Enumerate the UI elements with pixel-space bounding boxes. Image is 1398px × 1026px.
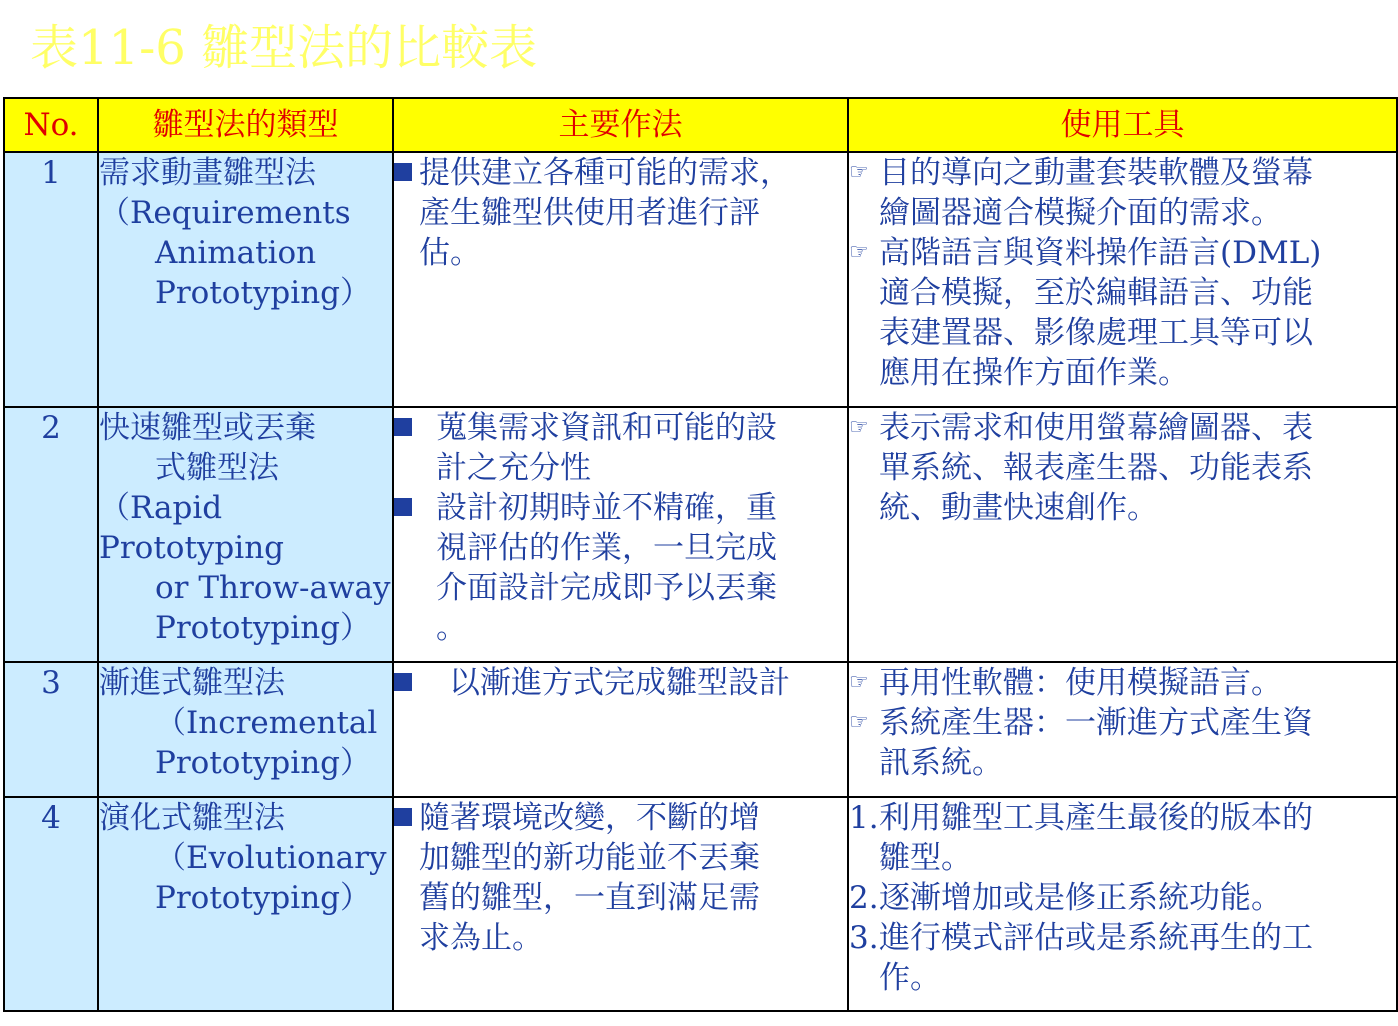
method-line: 舊的雛型，一直到滿足需 — [419, 880, 760, 916]
method-line: 產生雛型供使用者進行評 — [419, 195, 760, 231]
row-number: 4 — [4, 797, 98, 1011]
tool-line: 再用性軟體：使用模擬語言。 — [879, 665, 1282, 701]
tool-numbered-item — [849, 878, 1396, 918]
method-line: 隨著環境改變，不斷的增 — [419, 800, 760, 836]
header-no: No. — [4, 98, 98, 152]
prototype-type-cell — [98, 407, 393, 662]
method-line: 蒐集需求資訊和可能的設 — [436, 410, 777, 446]
type-line: 需求動畫雛型法 — [99, 155, 316, 191]
tool-bullet — [849, 153, 1396, 233]
type-line: （Requirements — [99, 195, 351, 231]
square-bullet-icon — [394, 673, 412, 691]
type-line: Prototyping） — [155, 275, 372, 311]
header-tool: 使用工具 — [848, 98, 1397, 152]
tool-cell — [848, 152, 1397, 407]
method-bullet — [394, 663, 847, 703]
tool-bullet — [849, 703, 1396, 783]
type-line: （Incremental — [155, 705, 378, 741]
tool-line: 適合模擬，至於編輯語言、功能 — [879, 275, 1313, 311]
tool-line: 單系統、報表產生器、功能表系 — [879, 450, 1313, 486]
method-line: 以漸進方式完成雛型設計 — [449, 665, 790, 701]
type-line: （Rapid Prototyping — [99, 490, 285, 566]
tool-numbered-item — [849, 918, 1396, 998]
method-line: 估。 — [419, 235, 481, 271]
row-number: 2 — [4, 407, 98, 662]
tool-line: 逐漸增加或是修正系統功能。 — [879, 880, 1282, 916]
method-cell — [393, 152, 848, 407]
type-line: 式雛型法 — [155, 450, 279, 486]
method-bullet — [394, 798, 847, 958]
method-line: 介面設計完成即予以丟棄 — [436, 570, 777, 606]
method-line: 提供建立各種可能的需求， — [419, 155, 791, 191]
prototype-type-cell — [98, 662, 393, 797]
type-line: Animation — [155, 235, 317, 271]
tool-cell — [848, 662, 1397, 797]
method-bullet — [394, 153, 847, 273]
type-line: 漸進式雛型法 — [99, 665, 285, 701]
row-number: 1 — [4, 152, 98, 407]
table-row — [4, 662, 1397, 797]
table-row — [4, 407, 1397, 662]
type-line: 演化式雛型法 — [99, 800, 285, 836]
method-cell — [393, 662, 848, 797]
table-row — [4, 797, 1397, 1011]
method-line: 。 — [436, 610, 467, 646]
hand-pointing-icon: ☞ — [849, 240, 869, 265]
method-line: 計之充分性 — [436, 450, 591, 486]
tool-line: 進行模式評估或是系統再生的工 — [879, 920, 1313, 956]
tool-bullet — [849, 663, 1396, 703]
tool-line: 表示需求和使用螢幕繪圖器、表 — [879, 410, 1313, 446]
hand-pointing-icon: ☞ — [849, 670, 869, 695]
method-bullet — [394, 488, 847, 648]
tool-line: 作。 — [879, 960, 941, 996]
tool-line: 繪圖器適合模擬介面的需求。 — [879, 195, 1282, 231]
type-line: or Throw-away — [155, 570, 391, 606]
tool-line: 利用雛型工具產生最後的版本的 — [879, 800, 1313, 836]
tool-bullet — [849, 233, 1396, 393]
prototype-type-cell — [98, 797, 393, 1011]
square-bullet-icon — [394, 163, 412, 181]
type-line: Prototyping） — [155, 745, 372, 781]
method-cell — [393, 407, 848, 662]
tool-line: 目的導向之動畫套裝軟體及螢幕 — [879, 155, 1313, 191]
header-method: 主要作法 — [393, 98, 848, 152]
item-number: 3. — [849, 920, 879, 956]
tool-line: 表建置器、影像處理工具等可以 — [879, 315, 1313, 351]
square-bullet-icon — [394, 808, 412, 826]
method-cell — [393, 797, 848, 1011]
page-title: 表11-6 雛型法的比較表 — [30, 20, 538, 76]
item-number: 1. — [849, 800, 879, 836]
type-line: 快速雛型或丟棄 — [99, 410, 316, 446]
tool-cell — [848, 407, 1397, 662]
type-line: Prototyping） — [155, 610, 372, 646]
method-line: 加雛型的新功能並不丟棄 — [419, 840, 760, 876]
header-type: 雛型法的類型 — [98, 98, 393, 152]
tool-line: 統、動畫快速創作。 — [879, 490, 1158, 526]
hand-pointing-icon: ☞ — [849, 710, 869, 735]
tool-line: 系統產生器：一漸進方式產生資 — [879, 705, 1313, 741]
tool-line: 雛型。 — [879, 840, 972, 876]
table-row — [4, 152, 1397, 407]
method-line: 視評估的作業，一旦完成 — [436, 530, 777, 566]
method-line: 設計初期時並不精確，重 — [436, 490, 777, 526]
type-line: （Evolutionary — [155, 840, 387, 876]
comparison-table — [3, 97, 1398, 1012]
item-number: 2. — [849, 880, 879, 916]
tool-numbered-item — [849, 798, 1396, 878]
hand-pointing-icon: ☞ — [849, 415, 869, 440]
square-bullet-icon — [394, 418, 412, 436]
tool-bullet — [849, 408, 1396, 528]
tool-line: 訊系統。 — [879, 745, 1003, 781]
tool-line: 應用在操作方面作業。 — [879, 355, 1189, 391]
method-line: 求為止。 — [419, 920, 543, 956]
type-line: Prototyping） — [155, 880, 372, 916]
row-number: 3 — [4, 662, 98, 797]
tool-line: 高階語言與資料操作語言(DML) — [879, 235, 1322, 271]
header-row — [4, 98, 1397, 152]
tool-cell — [848, 797, 1397, 1011]
square-bullet-icon — [394, 498, 412, 516]
method-bullet — [394, 408, 847, 488]
hand-pointing-icon: ☞ — [849, 160, 869, 185]
prototype-type-cell — [98, 152, 393, 407]
